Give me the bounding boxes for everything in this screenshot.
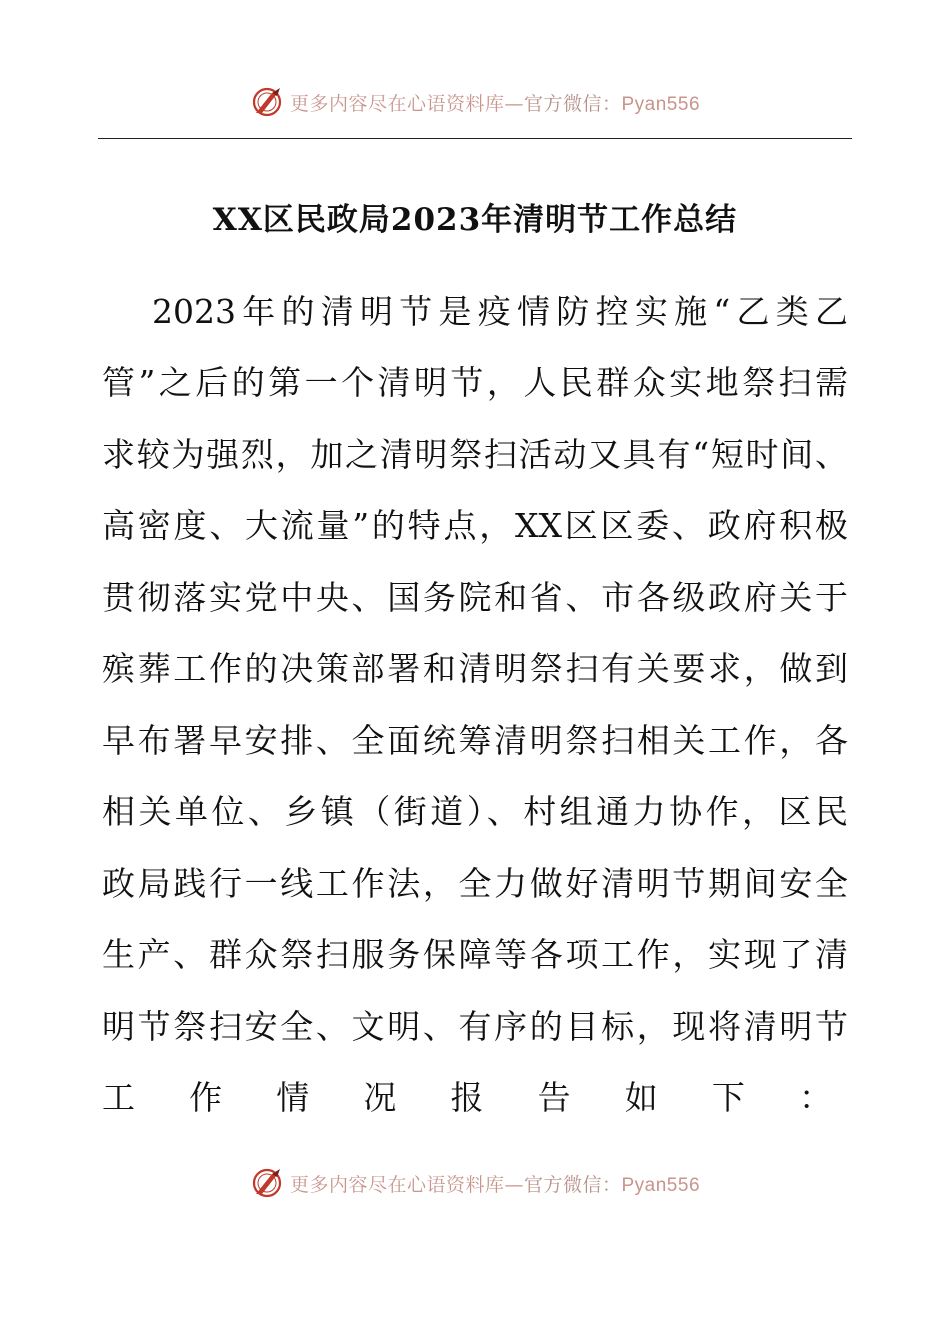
header-banner-main: 更多内容尽在心语资料库	[289, 92, 505, 115]
footer-banner	[0, 1163, 950, 1203]
header-banner	[0, 82, 950, 122]
body-last-line-char: 作	[189, 1078, 223, 1117]
footer-banner-text	[290, 1170, 700, 1197]
footer-banner-main: 更多内容尽在心语资料库	[289, 1173, 505, 1196]
body-last-line-char: 工	[102, 1078, 135, 1117]
body-last-line	[102, 1073, 832, 1123]
body-line: 相关单位、乡镇（街道）、村组通力协作，区民	[102, 792, 848, 831]
body-line: 求较为强烈，加之清明祭扫活动又具有“短时间、	[102, 435, 848, 474]
header-banner-text	[290, 89, 700, 116]
body-last-line-char: 如	[624, 1078, 658, 1117]
header-banner-wechat-label: 官方微信：	[523, 92, 622, 115]
body-line: 明节祭扫安全、文明、有序的目标，现将清明节	[102, 1007, 848, 1046]
quill-pen-logo-icon	[250, 1166, 284, 1200]
body-line: 生产、群众祭扫服务保障等各项工作，实现了清	[102, 935, 848, 974]
body-line: 早布署早安排、全面统筹清明祭扫相关工作，各	[102, 721, 848, 760]
body-line: 2023年的清明节是疫情防控实施“乙类乙	[152, 292, 848, 331]
header-banner-separator: —	[504, 92, 524, 115]
footer-banner-wechat-id: Pyan556	[621, 1174, 701, 1196]
footer-banner-separator: —	[504, 1173, 524, 1196]
body-line: 政局践行一线工作法，全力做好清明节期间安全	[102, 864, 848, 903]
header-divider	[98, 138, 852, 139]
body-last-line-char: 况	[363, 1078, 397, 1117]
document-title: XX区民政局2023年清明节工作总结	[212, 202, 738, 238]
footer-banner-wechat-label: 官方微信：	[523, 1173, 622, 1196]
body-line: 高密度、大流量”的特点，XX区区委、政府积极	[102, 506, 848, 545]
body-last-line-char: 告	[537, 1078, 571, 1117]
body-last-line-char: ：	[799, 1078, 832, 1117]
body-last-line-char: 报	[450, 1078, 484, 1117]
body-last-line-char: 情	[276, 1078, 310, 1117]
body-line: 贯彻落实党中央、国务院和省、市各级政府关于	[102, 578, 848, 617]
header-banner-wechat-id: Pyan556	[621, 93, 701, 115]
quill-pen-logo-icon	[250, 85, 284, 119]
body-line: 管”之后的第一个清明节，人民群众实地祭扫需	[102, 363, 848, 402]
body-line: 殡葬工作的决策部署和清明祭扫有关要求，做到	[102, 649, 848, 688]
body-last-line-char: 下	[711, 1078, 745, 1117]
